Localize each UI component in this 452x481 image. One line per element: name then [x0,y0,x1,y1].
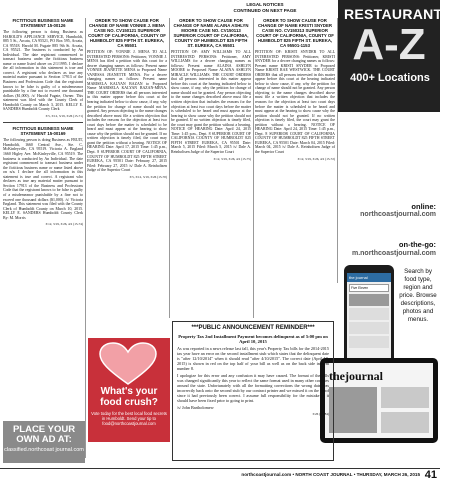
phone-list-item [349,308,389,320]
online-label: online: [411,202,436,211]
phone-list-item [349,336,389,348]
restaurants-ad-locations: 400+ Locations [350,72,430,84]
notice-body: The following person is doing Business as HAROLD'S APPLIANCE SERVICE, Humboldt, 885 5 St., Arcata, CA 95521, PO Box 595, Arcata, CA 95518. Harold M. Fugate 885 9th St. Arcata, CA 95521. The business is conducted by An Individual. The date registrant commenced to transact business under the fictitious business name or name listed above on 2/1/1995. I declare the all information in this statement is true and correct. A registrant who declares as true any material matter pursuant to Section 17913 of the Business and Professions Code that the registrant knows to be false is guilty of a misdemeanor punishable by a fine not to exceed one thousand dollars ($1,000). /s/ Harold Fugate, Owner. This statement was filed with the County Clerk of Humboldt County on March 3, 2015. KELLY E. SANDERS Humboldt County Clerk [3,30,83,112]
tablet-screen [325,363,433,438]
divider [3,122,83,123]
phone-photo [349,294,389,306]
column-divider [169,18,170,318]
notice-body: PETITION OF: KRISTI SNYDER TO ALL INTERESTED PERSONS: Petitioner, KRISTI SNYDER for a decree changing names as follows: Present name KRISTI SNYDER to Proposed Name KRISTI RAE WESTWICK. THE COURT ORDERS that all persons interested in this matter appear before this court at the hearing indicated below to show cause, if any, why the petition for change of name should not be granted. Any person objecting to the name changes described above must file a written objection that includes the reasons for the objection at least two court days before the matter is scheduled to be heard and must appear at the hearing to show cause why the petition should not be granted. If no written objection is timely filed, the court may grant the petition without a hearing. NOTICE OF HEARING Date: April 24, 2015 Time: 1:45 p.m., Dept. 8 SUPERIOR COURT OF CALIFORNIA COUNTY OF HUMBOLDT 825 FIFTH STREET EUREKA, CA 95501 Date: March 04, 2015 Filed: March 04, 2015 /s/ Dale A. Reinholtsen Judge of the Superior Court [255,50,335,155]
place-ad-banner[interactable] [3,421,85,463]
notice-title: FICTITIOUS BUSINESS NAME STATEMENT 15-00169 [12,126,74,137]
on-the-go-url[interactable]: m.northcoastjournal.com [351,250,436,257]
heart-icon [98,342,158,386]
legal-notices-header [200,2,330,13]
footer-text: northcoastjournal.com • NORTH COAST JOURNAL • THURSDAY, MARCH 26, 2015 [241,472,420,477]
place-ad-url: classified.northcoast journal.com [4,447,84,453]
legal-notices-title: LEGAL NOTICES [246,2,284,7]
tablet-feature-tile [329,387,377,433]
phone-mockup [344,265,394,365]
notice-body: PETITION OF: VONNIE J. MENA TO ALL INTERESTED PERSONS: Petitioner, VONNIE J. MENA has filed a petition with this court for a decree changing names as follows: Present name VONNIE JEANETTE MENA to Proposed Name VANESSA JEANETTE MENA. For a decree changing names as follows: Present name MARISELA KALYAN BAZAN to Proposed Name MARISELA KALYAN BAZAN-MENA. THE COURT ORDERS that all persons interested in this matter appear before this court at the hearing indicated below to show cause, if any, why the petition for change of name should not be granted. Any person objecting to the name changes described above must file a written objection that includes the reasons for the objection at least two court days before the matter is scheduled to be heard and must appear at the hearing to show cause why the petition should not be granted. If no written objection is timely filed, the court may grant the petition without a hearing. NOTICE OF HEARING Date: April 17, 2015 Time: 1:45 p.m., Dept. 8 SUPERIOR COURT OF CALIFORNIA, COUNTY OF HUMBOLDT 825 FIFTH STREET EUREKA, CA 95501 Date: February 27, 2015 Filed: February 27, 2015 /s/ Dale A. Reinholtsen Judge of the Superior Court [87,50,167,173]
public-announcement [172,321,334,461]
announcement-signature: /s/ John Bartholomew [177,405,214,411]
food-crush-body: Vote today for the best local food secrets in Humboldt. Send your tip to food@northcoastjournal.com [91,411,167,426]
notice-reference: 3/5, 3/12, 3/19, 3/26 (15-71) [45,113,83,118]
on-the-go-label: on-the-go: [398,240,436,249]
phone-screen [347,273,391,359]
notice-reference: 3/12, 3/19, 3/26, 4/2 (15-74) [45,222,83,227]
phone-restaurant-select: Five Eleven [349,284,389,292]
phone-app-bar: the journal [347,273,391,282]
online-url[interactable]: northcoastjournal.com [360,211,436,218]
legal-column-2 [87,18,167,348]
announcement-subheading: Property Tax 2nd Installment Payment becomes delinquent as of 5:00 pm on April 10, 2015 [178,334,328,345]
tablet-mockup [320,358,438,443]
tablet-journal-logo: thejournal [329,369,383,383]
notice-title: ORDER TO SHOW CAUSE FOR CHANGE OF NAME ALAINA ASHLYN MOORE CASE NO. CV150113 SUPERIOR COURT OF CALIFORNIA, COUNTY OF HUMBOLDT 825 FIFTH ST. EUREKA, CA 95501 [173,18,249,48]
restaurants-ad [338,0,452,112]
legal-column-4 [255,18,335,300]
legal-notices-continued: CONTINUED ON NEXT PAGE [233,7,297,13]
tablet-tile [381,412,429,433]
food-crush-title: What's your food crush? [100,386,158,408]
notice-title: ORDER TO SHOW CAUSE FOR CHANGE OF NAME KRISTI SNYDER CASE NO. CV150313 SUPERIOR COURT OF CALIFORNIA, COUNTY OF HUMBOLDT 825 FIFTH ST. EUREKA, CA 95501-1153 [256,18,334,48]
search-description: Search by food type, region and price. Browse descriptions, photos and menus. [399,268,437,323]
notice-title: ORDER TO SHOW CAUSE FOR CHANGE OF NAME VONNIE J. MENA CASE NO. CV150121 SUPERIOR COURT OF CALIFORNIA, COUNTY OF HUMBOLDT 825 FIFTH ST. EUREKA, CA 95501 [88,18,166,48]
restaurants-ad-az: A-Z [352,20,426,69]
tablet-tile [381,387,429,408]
notice-body: The following person is doing Business as FRUIT, Humboldt, 1660 Central Ave., Ste. C, McKinleyville, CA 95519. Victoria A. England 1660 Higley Ave. McKinleyville, CA 95519. The business is conducted by An Individual. The date registrant commenced to transact business under the fictitious business name or name listed above on n/a. I declare the all information in this statement is true and correct. A registrant who declares as true any material matter pursuant to Section 17913 of the Business and Professions Code that the registrant knows to be false is guilty of a misdemeanor punishable by a fine not to exceed one thousand dollars ($1,000). /s/ Victoria England. This statement was filed with the County Clerk of Humboldt County on March 10, 2015. KELLY E. SANDERS Humboldt County Clerk By: M. Morris [3,138,83,220]
notice-title: FICTITIOUS BUSINESS NAME STATEMENT 15-00126 [12,18,74,28]
announcement-heading: ***PUBLIC ANNOUNCEMENT REMINDER*** [191,325,315,331]
notice-reference: 3/5, 3/12, 3/19, 3/26 (15-70) [129,174,167,179]
legal-column-1 [3,18,83,438]
announcement-reference: 3/26 (15-84) [312,412,329,417]
notice-reference: 3/12, 3/19, 3/26, 4/2 (15-72) [297,156,335,161]
page-footer [0,468,440,481]
column-divider [253,18,254,318]
legal-column-3 [171,18,251,338]
column-divider [85,18,86,458]
notice-reference: 3/12, 3/19, 3/26, 4/2 (15-75) [213,156,251,161]
announcement-paragraph: As was reported in a news release last fall, this year's Property Tax bills for the 2014-2015 tax year have an error on the second installment stub which states that the delinquent date is "after 12/10/2014" when it should read "after 4/10/2015". The correct date (April 10, 2015) is shown in red on the top half of your bill as well as on the back side in item number 8. [177,346,329,372]
food-crush-ad [88,338,170,442]
phone-list-item [349,322,389,334]
place-ad-title: PLACE YOUR OWN AD AT: [12,424,76,445]
notice-body: PETITION OF: AMY WILLIAMS TO ALL INTERESTED PERSONS: Petitioner, AMY WILLIAMS for a decree changing names as follows: Present name ALAINA ASHLYN MOORE to Proposed Name ALAINA ASHLYN MIRACLE WILLIAMS. THE COURT ORDERS that all persons interested in this matter appear before this court at the hearing indicated below to show cause, if any, why the petition for change of name should not be granted. Any person objecting to the name changes described above must file a written objection that includes the reasons for the objection at least two court days before the matter is scheduled to be heard and must appear at the hearing to show cause why the petition should not be granted. If no written objection is timely filed, the court may grant the petition without a hearing. NOTICE OF HEARING Date: April 24, 2015 Time: 1:45 p.m., Dept. 8 SUPERIOR COURT OF CALIFORNIA COUNTY OF HUMBOLDT 825 FIFTH STREET EUREKA, CA 95501 Date: March 5, 2015 Filed: March 5, 2015 /s/ Dale A. Reinholtsen Judge of the Superior Court [171,50,251,155]
restaurants-ad-title: RESTAURANTS [344,6,452,22]
announcement-paragraph: I apologize for this error and any confusion it may have caused. The format of the bills was changed significantly this year to reflect the same format used in many other counties around the state. Unfortunately with all the formatting corrections the wrong date was incorrectly back onto the second stub by our contract printer and we missed it on the proof since it had previously been correct. I assume full responsibility for the mistake as it should have been fixed prior to going to print. [177,373,329,404]
page-number: 41 [424,469,437,481]
